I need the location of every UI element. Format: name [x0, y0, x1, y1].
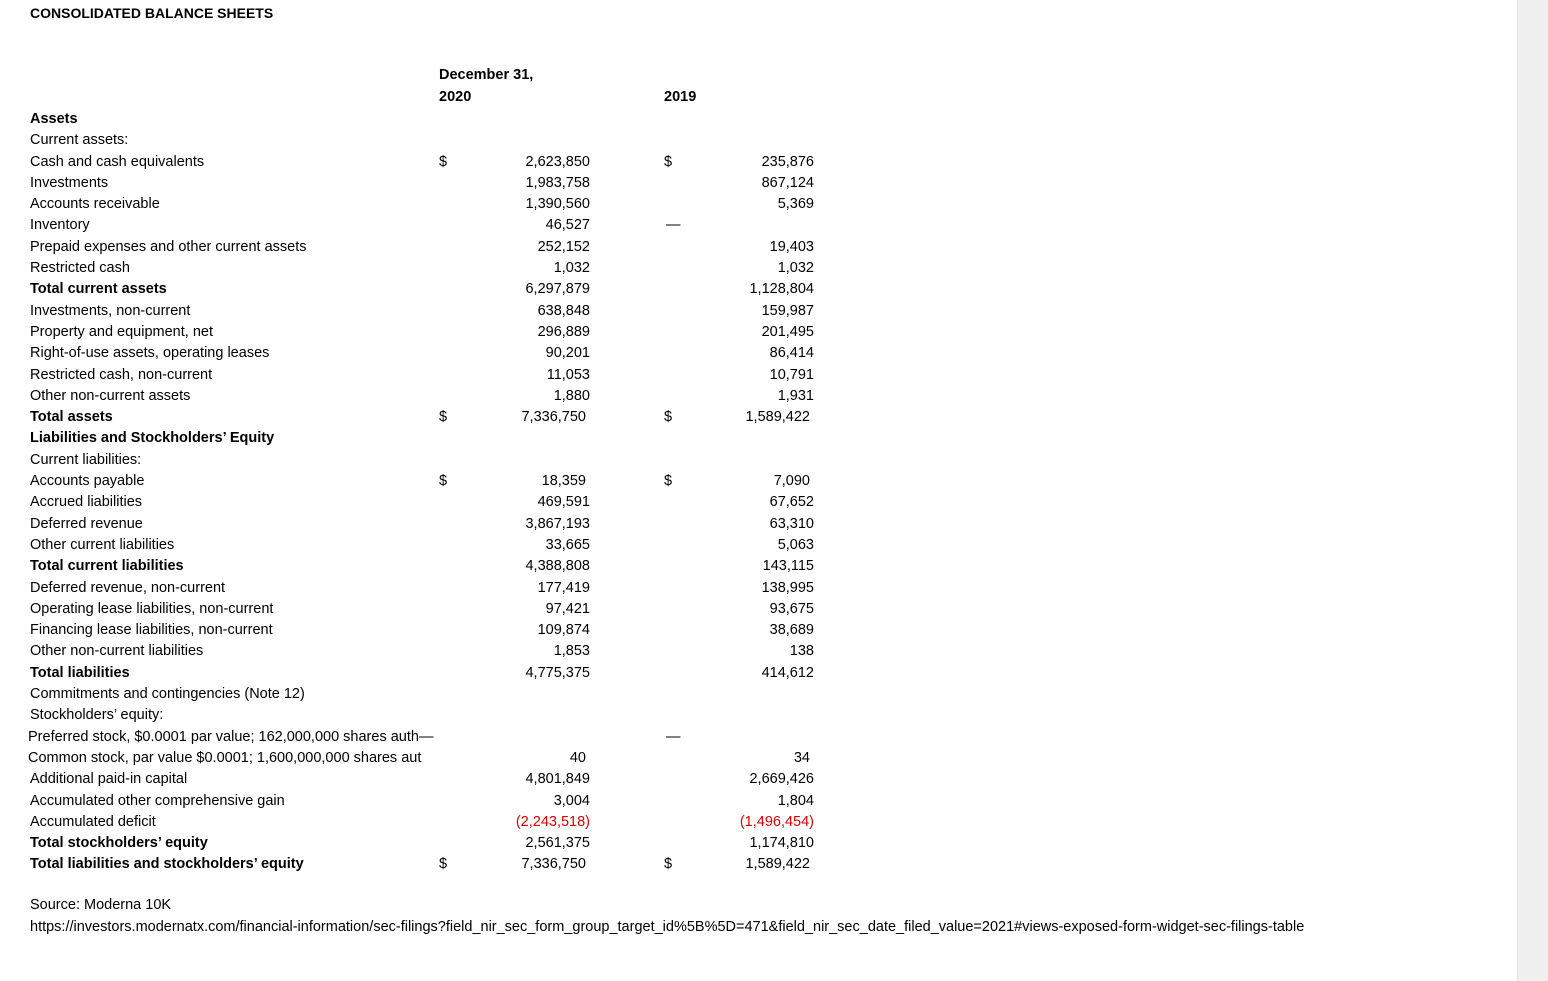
row-label: Total liabilities and stockholders’ equity [30, 856, 304, 873]
row-label: Commitments and contingencies (Note 12) [30, 686, 305, 703]
value-2020: 2,623,850 [525, 153, 590, 170]
currency-symbol: $ [439, 409, 448, 426]
table-row [0, 237, 1500, 258]
value-2020: 7,336,750 [521, 409, 586, 426]
row-label: Prepaid expenses and other current assets [30, 238, 307, 255]
value-2020: 177,419 [537, 579, 590, 596]
period-label: December 31, [439, 67, 534, 83]
value-2020: 97,421 [545, 600, 590, 617]
value-2020: 1,390,560 [525, 196, 590, 213]
value-2020: 4,388,808 [525, 558, 590, 575]
table-row [0, 705, 1500, 726]
table-row [0, 854, 1500, 875]
row-label: Assets [30, 111, 78, 127]
table-row [0, 279, 1500, 300]
value-2019: 1,804 [777, 792, 814, 809]
value-2020: 4,801,849 [525, 771, 590, 788]
table-row [0, 535, 1500, 556]
table-row [0, 152, 1500, 173]
row-label: Accrued liabilities [30, 494, 143, 511]
row-label: Accounts receivable [30, 196, 160, 213]
table-row [0, 599, 1500, 620]
row-label: Investments [30, 174, 109, 191]
table-row [0, 365, 1500, 386]
row-label: Preferred stock, $0.0001 par value; 162,000,000 shares auth— [28, 728, 434, 745]
value-2019: 10,791 [769, 366, 814, 383]
value-2020: 18,359 [541, 473, 586, 490]
row-label: Total current assets [30, 281, 167, 298]
value-2019: 138,995 [761, 579, 814, 596]
value-2019: 19,403 [769, 238, 814, 255]
row-label: Deferred revenue, non-current [30, 579, 226, 596]
value-2020: 2,561,375 [525, 835, 590, 852]
table-row [0, 641, 1500, 662]
value-2019: 7,090 [773, 473, 810, 490]
currency-symbol: $ [439, 856, 448, 873]
table-row [0, 471, 1500, 492]
currency-symbol: $ [664, 153, 673, 170]
table-row [0, 833, 1500, 854]
row-label: Current liabilities: [30, 451, 142, 468]
row-label: Liabilities and Stockholders’ Equity [30, 430, 275, 447]
value-2020: 4,775,375 [525, 664, 590, 681]
value-2019: 34 [793, 749, 810, 766]
value-2020: (2,243,518) [515, 813, 590, 830]
table-row [0, 578, 1500, 599]
row-label: Total current liabilities [30, 558, 184, 575]
column-header-2020: 2020 [439, 89, 472, 105]
value-2020: 11,053 [546, 366, 590, 383]
table-row [0, 684, 1500, 705]
row-label: Total assets [30, 409, 113, 426]
row-label: Financing lease liabilities, non-current [30, 622, 273, 639]
source-note: Source: Moderna 10K [30, 897, 172, 913]
value-2020: 638,848 [537, 302, 590, 319]
value-2019: 235,876 [761, 153, 814, 170]
value-2020: 6,297,879 [525, 281, 590, 298]
value-2020: 40 [569, 749, 586, 766]
row-label: Investments, non-current [30, 302, 191, 319]
table-row [0, 748, 1500, 769]
balance-sheet-table [0, 109, 1500, 876]
table-row [0, 301, 1500, 322]
page-title: CONSOLIDATED BALANCE SHEETS [30, 5, 274, 21]
value-2020: 1,032 [553, 260, 590, 277]
table-row [0, 130, 1500, 151]
row-label: Property and equipment, net [30, 323, 213, 340]
currency-symbol: $ [664, 856, 673, 873]
currency-symbol: $ [664, 473, 673, 490]
row-label: Accounts payable [30, 473, 145, 490]
table-row [0, 428, 1500, 449]
value-2020: 90,201 [545, 345, 590, 362]
value-2020: 469,591 [537, 494, 590, 511]
row-label: Stockholders’ equity: [30, 707, 164, 724]
table-row [0, 215, 1500, 236]
value-2019: 1,589,422 [745, 856, 810, 873]
value-2019: 1,174,810 [749, 835, 814, 852]
row-label: Cash and cash equivalents [30, 153, 205, 170]
row-label: Accumulated other comprehensive gain [30, 792, 285, 809]
row-label: Other current liabilities [30, 536, 175, 553]
value-2020: 252,152 [537, 238, 590, 255]
value-2020: 33,665 [545, 536, 590, 553]
row-label: Current assets: [30, 132, 129, 149]
row-label: Restricted cash [30, 260, 130, 277]
row-label: Common stock, par value $0.0001; 1,600,000,000 shares aut [28, 749, 422, 766]
table-row [0, 663, 1500, 684]
table-row [0, 492, 1500, 513]
row-label: Deferred revenue [30, 515, 143, 532]
nil-dash: — [666, 217, 681, 234]
value-2019: 143,115 [762, 558, 814, 575]
value-2019: 86,414 [769, 345, 814, 362]
row-label: Additional paid-in capital [30, 771, 188, 788]
value-2019: 138 [789, 643, 814, 660]
currency-symbol: $ [664, 409, 673, 426]
value-2019: 1,589,422 [745, 409, 810, 426]
value-2019: 5,369 [777, 196, 814, 213]
table-row [0, 812, 1500, 833]
value-2020: 3,004 [553, 792, 590, 809]
currency-symbol: $ [439, 153, 448, 170]
value-2020: 109,874 [537, 622, 590, 639]
table-row [0, 450, 1500, 471]
value-2019: 414,612 [761, 664, 814, 681]
row-label: Total liabilities [30, 664, 130, 681]
table-row [0, 322, 1500, 343]
value-2020: 1,880 [553, 387, 590, 404]
row-label: Other non-current liabilities [30, 643, 204, 660]
value-2019: 2,669,426 [749, 771, 814, 788]
table-row [0, 769, 1500, 790]
value-2019: 63,310 [769, 515, 814, 532]
row-label: Operating lease liabilities, non-current [30, 600, 274, 617]
value-2020: 46,527 [545, 217, 590, 234]
value-2019: (1,496,454) [739, 813, 814, 830]
row-label: Other non-current assets [30, 387, 191, 404]
value-2019: 38,689 [769, 622, 814, 639]
value-2020: 296,889 [537, 323, 590, 340]
vertical-scrollbar[interactable] [1517, 0, 1548, 981]
value-2019: 93,675 [769, 600, 814, 617]
value-2019: 867,124 [761, 174, 814, 191]
value-2019: 1,931 [777, 387, 814, 404]
value-2019: 1,128,804 [749, 281, 814, 298]
value-2020: 1,853 [553, 643, 590, 660]
table-row [0, 727, 1500, 748]
row-label: Right-of-use assets, operating leases [30, 345, 270, 362]
row-label: Total stockholders’ equity [30, 835, 208, 852]
column-header-2019: 2019 [664, 89, 697, 105]
value-2019: 159,987 [761, 302, 814, 319]
value-2020: 7,336,750 [521, 856, 586, 873]
table-row [0, 386, 1500, 407]
table-row [0, 194, 1500, 215]
nil-dash: — [666, 728, 681, 745]
table-row [0, 514, 1500, 535]
value-2020: 3,867,193 [525, 515, 590, 532]
row-label: Accumulated deficit [30, 813, 156, 830]
table-row [0, 109, 1500, 130]
value-2019: 5,063 [777, 536, 814, 553]
value-2019: 1,032 [777, 260, 814, 277]
table-row [0, 173, 1500, 194]
value-2020: 1,983,758 [525, 174, 590, 191]
row-label: Restricted cash, non-current [30, 366, 213, 383]
table-row [0, 258, 1500, 279]
source-url[interactable]: https://investors.modernatx.com/financial-information/sec-filings?field_nir_sec_form_group_target_id%5B%5D=471&field_nir_sec_date_filed_value=2021#views-exposed-form-widget-sec-filings-table [30, 919, 1305, 935]
currency-symbol: $ [439, 473, 448, 490]
table-row [0, 343, 1500, 364]
table-row [0, 791, 1500, 812]
table-row [0, 620, 1500, 641]
table-row [0, 407, 1500, 428]
row-label: Inventory [30, 217, 90, 234]
value-2019: 67,652 [769, 494, 814, 511]
value-2019: 201,495 [761, 323, 814, 340]
table-row [0, 556, 1500, 577]
